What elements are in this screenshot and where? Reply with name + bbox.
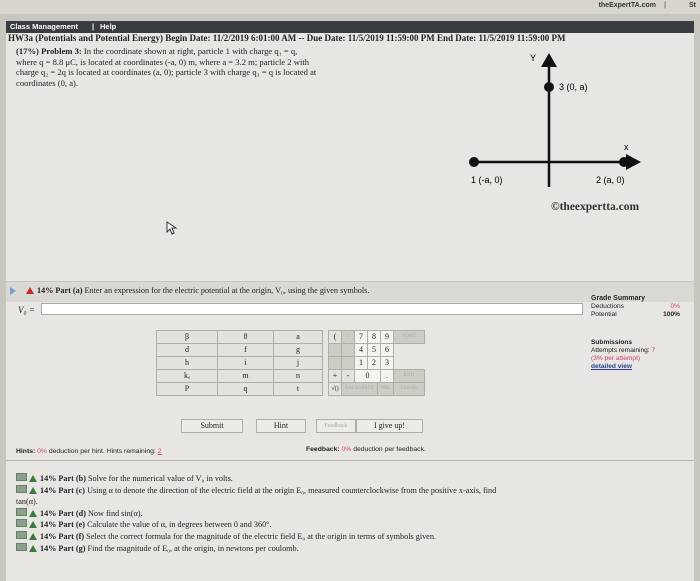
detailed-view-link[interactable]: detailed view bbox=[591, 363, 633, 370]
answer-input[interactable] bbox=[41, 303, 583, 315]
key-open-paren[interactable]: ( bbox=[328, 330, 342, 344]
key-blank-1 bbox=[328, 343, 342, 357]
key-del[interactable]: DEL bbox=[377, 382, 394, 396]
key-decimal[interactable]: . bbox=[380, 369, 394, 383]
key-clear[interactable]: CLEAR bbox=[393, 382, 425, 396]
key-blank-4 bbox=[341, 356, 355, 370]
problem-text-1: In the coordinate shown at right, particle 1 with charge q₁ = q, bbox=[81, 46, 298, 56]
part-g-text: Find the magnitude of E₀, at the origin, in newtons per coulomb. bbox=[87, 543, 299, 553]
key-9[interactable]: 9 bbox=[380, 330, 394, 344]
part-e-pct: 14% Part (e) bbox=[40, 520, 86, 530]
part-c-continued: tan(α). bbox=[16, 497, 38, 507]
part-g-pct: 14% Part (g) bbox=[40, 543, 86, 553]
key-blank-2 bbox=[341, 343, 355, 357]
key-plus[interactable]: + bbox=[328, 369, 342, 383]
part-b-row[interactable] bbox=[16, 473, 686, 485]
part-status-icon bbox=[16, 519, 27, 527]
key-f[interactable]: f bbox=[217, 343, 274, 357]
hints-info bbox=[16, 448, 161, 455]
submissions-title: Submissions bbox=[591, 339, 633, 346]
feedback-info bbox=[306, 446, 426, 453]
menu-bar bbox=[6, 21, 694, 33]
key-close-paren[interactable]: ) bbox=[341, 330, 355, 344]
part-status-icon bbox=[16, 485, 27, 493]
key-backspace[interactable]: BACKSPACE bbox=[341, 382, 378, 396]
attempts-label: Attempts remaining: bbox=[591, 347, 650, 354]
key-ke[interactable]: kₑ bbox=[156, 369, 218, 383]
part-b-pct: 14% Part (b) bbox=[40, 474, 86, 483]
particle-2-dot bbox=[619, 157, 629, 167]
per-attempt-note: (3% per attempt) bbox=[591, 355, 641, 362]
part-f-pct: 14% Part (f) bbox=[40, 531, 85, 541]
part-b-text: Solve for the numerical value of V₀ in volts. bbox=[87, 474, 233, 483]
browser-top-bar bbox=[0, 0, 700, 14]
feedback-pct: 0% bbox=[341, 446, 352, 453]
part-d-row[interactable] bbox=[16, 508, 686, 520]
problem-text-3: charge q₂ = 2q is located at coordinates (a, 0); particle 3 with charge q₃ = q is located at bbox=[16, 67, 317, 78]
hints-pct: 0% bbox=[37, 448, 47, 455]
key-1[interactable]: 1 bbox=[354, 356, 368, 370]
particle-2-label: 2 (a, 0) bbox=[596, 175, 625, 185]
key-h[interactable]: h bbox=[156, 356, 218, 370]
part-d-text: Now find sin(α). bbox=[87, 508, 143, 518]
class-management-link[interactable]: Class Management bbox=[10, 22, 78, 31]
attempts-value: 7 bbox=[651, 347, 656, 354]
key-0[interactable]: 0 bbox=[354, 369, 381, 383]
key-g[interactable]: g bbox=[273, 343, 323, 357]
part-status-icon bbox=[16, 473, 27, 481]
other-parts-list bbox=[16, 473, 686, 554]
particle-1-dot bbox=[469, 157, 479, 167]
warning-icon bbox=[29, 475, 37, 482]
problem-page bbox=[6, 33, 694, 581]
problem-statement bbox=[16, 46, 416, 88]
mouse-cursor-icon bbox=[166, 221, 178, 235]
key-end[interactable]: END bbox=[393, 369, 425, 383]
separator: | bbox=[664, 2, 666, 9]
site-name[interactable]: theExpertTA.com bbox=[598, 2, 656, 9]
submit-button[interactable]: Submit bbox=[181, 419, 243, 433]
top-extra[interactable]: St bbox=[689, 2, 696, 9]
part-status-icon bbox=[16, 531, 27, 539]
part-a-prompt: Enter an expression for the electric potential at the origin, V₀, using the given symbols. bbox=[84, 286, 370, 295]
key-minus[interactable]: - bbox=[341, 369, 355, 383]
part-c-row[interactable] bbox=[16, 485, 686, 497]
key-t[interactable]: t bbox=[273, 382, 323, 396]
key-q[interactable]: q bbox=[217, 382, 274, 396]
problem-score: (17%) bbox=[16, 46, 39, 56]
warning-icon bbox=[29, 521, 37, 528]
particle-3-dot bbox=[544, 82, 554, 92]
key-m[interactable]: m bbox=[217, 369, 274, 383]
answer-label: V₀ = bbox=[18, 305, 35, 315]
hints-text: deduction per hint. Hints remaining: bbox=[48, 448, 156, 455]
part-status-icon bbox=[16, 543, 27, 551]
part-c-pct: 14% Part (c) bbox=[40, 485, 86, 495]
deductions-value: 0% bbox=[670, 303, 680, 310]
particle-3-label: 3 (0, a) bbox=[559, 82, 588, 92]
key-j[interactable]: j bbox=[273, 356, 323, 370]
part-f-text: Select the correct formula for the magnitude of the electric field E₀ at the origin in terms of symbols given. bbox=[86, 531, 436, 541]
assignment-header: HW3a (Potentials and Potential Energy) Begin Date: 11/2/2019 6:01:00 AM -- Due Date: 11/5/2019 11:59:00 PM End Date: 11/5/2019 11:59:00 PM bbox=[8, 33, 566, 43]
key-home[interactable]: HOME bbox=[393, 330, 425, 344]
warning-icon bbox=[29, 545, 37, 552]
hints-label: Hints: bbox=[16, 448, 36, 455]
problem-label: Problem 3: bbox=[41, 46, 82, 56]
part-a-percent: 14% Part (a) bbox=[37, 286, 83, 295]
part-e-text: Calculate the value of α, in degrees between 0 and 360°. bbox=[87, 520, 272, 530]
part-f-row[interactable] bbox=[16, 531, 686, 543]
key-i[interactable]: i bbox=[217, 356, 274, 370]
copyright-watermark: ©theexpertta.com bbox=[551, 201, 640, 213]
key-a[interactable]: a bbox=[273, 330, 323, 344]
key-sqrt[interactable]: √() bbox=[328, 382, 342, 396]
key-2[interactable]: 2 bbox=[367, 356, 381, 370]
key-d[interactable]: d bbox=[156, 343, 218, 357]
part-c-text: Using α to denote the direction of the electric field at the origin E₀, measured counterclockwise from the positive x-axis, find bbox=[87, 485, 497, 495]
grade-summary-title: Grade Summary bbox=[591, 295, 646, 302]
key-blank-3 bbox=[328, 356, 342, 370]
key-8[interactable]: 8 bbox=[367, 330, 381, 344]
particle-1-label: 1 (-a, 0) bbox=[471, 175, 503, 185]
grade-summary bbox=[591, 295, 686, 371]
key-p[interactable]: P bbox=[156, 382, 218, 396]
potential-label: Potential bbox=[591, 311, 617, 318]
key-5[interactable]: 5 bbox=[367, 343, 381, 357]
potential-value: 100% bbox=[663, 311, 680, 318]
hints-remaining: 2 bbox=[157, 448, 162, 455]
warning-icon bbox=[26, 287, 34, 294]
key-7[interactable]: 7 bbox=[354, 330, 368, 344]
give-up-button[interactable]: I give up! bbox=[356, 419, 423, 433]
warning-icon bbox=[29, 533, 37, 540]
help-link[interactable]: Help bbox=[100, 22, 117, 31]
feedback-button[interactable]: Feedback bbox=[316, 419, 356, 433]
key-3[interactable]: 3 bbox=[380, 356, 394, 370]
x-axis-label: x bbox=[624, 142, 629, 152]
part-g-row[interactable] bbox=[16, 543, 686, 555]
key-n[interactable]: n bbox=[273, 369, 323, 383]
warning-icon bbox=[29, 487, 37, 494]
key-beta[interactable]: β bbox=[156, 330, 218, 344]
hint-button[interactable]: Hint bbox=[256, 419, 306, 433]
y-axis-label: Y bbox=[530, 53, 537, 63]
menu-separator: | bbox=[92, 22, 95, 31]
divider bbox=[6, 460, 694, 461]
key-6[interactable]: 6 bbox=[380, 343, 394, 357]
warning-icon bbox=[29, 510, 37, 517]
feedback-label: Feedback: bbox=[306, 446, 340, 453]
problem-text-2: where q = 8.8 μC, is located at coordinates (-a, 0) m, where a = 3.2 m; particle 2 with bbox=[16, 56, 310, 67]
part-d-pct: 14% Part (d) bbox=[40, 508, 86, 518]
part-e-row[interactable] bbox=[16, 519, 686, 531]
feedback-text: deduction per feedback. bbox=[353, 446, 426, 453]
problem-text-4: coordinates (0, a). bbox=[16, 77, 79, 88]
key-theta[interactable]: θ bbox=[217, 330, 274, 344]
key-4[interactable]: 4 bbox=[354, 343, 368, 357]
expand-arrow-icon[interactable] bbox=[10, 287, 16, 295]
deductions-label: Deductions bbox=[591, 303, 624, 310]
part-status-icon bbox=[16, 508, 27, 516]
